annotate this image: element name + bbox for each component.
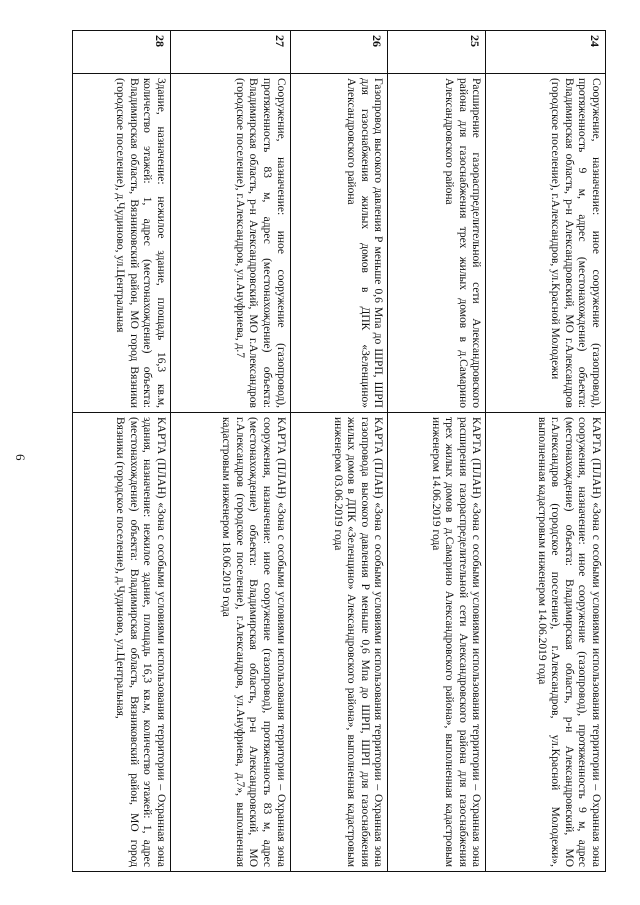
- object-description: Газопровод высокого давления Р меньше 0,6 Мпа до ШРП, ШРП для газоснабжения жилых домов в ДПК «Зеленцино» Александровского района: [290, 74, 388, 413]
- map-plan-reference: КАРТА (ПЛАН) «Зона с особыми условиями использования территории – Охранная зона газопровода высокого давления Р меньше 0,6 Мпа до ШРП, ШРП для газоснабжения жилых домов в ДПК «Зеленцино» Александровского района», выполненная кадастровым инженером 03.06.2019 года: [290, 413, 388, 872]
- object-description: Расширение газораспределительной сети Александровского района для газоснабжения трех жилых домов в д.Самарино Александровского района: [388, 74, 486, 413]
- row-number: 25: [388, 31, 486, 74]
- object-description: Здание, назначение: нежилое здание, площадь 16,3 кв.м, количество этажей: 1, адрес (местонахождение) объекта: Владимирская область, Вязниковский район, МО город Вязники (городское поселение), д.Чудиново, ул.Центральная: [73, 74, 171, 413]
- object-description: Сооружение, назначение: иное сооружение (газопровод), протяженность 83 м, адрес (местонахождение) объекта: Владимирская область, р-н Александровский, МО г.Александров (городское поселение), г.Александров, ул.Ануфриева, д.7: [170, 74, 290, 413]
- map-plan-reference: КАРТА (ПЛАН) «Зона с особыми условиями использования территории – Охранная зона сооружения, назначение: иное сооружение (газопровод), протяженность 83 м, адрес (местонахождение) объекта: Владимирская область, р-н Александровский, МО г.Александров (городское поселение), г.Александров, ул.Ануфриева, д.7», выполненная кадастровым инженером 18.06.2019 года: [170, 413, 290, 872]
- row-number: 24: [486, 31, 606, 74]
- table-row: [170, 31, 290, 872]
- table-row: [486, 31, 606, 872]
- map-plan-reference: КАРТА (ПЛАН) «Зона с особыми условиями использования территории – Охранная зона здания, назначение: нежилое здание, площадь 16,3 кв.м, количество этажей: 1, адрес (местонахождение) объекта: Владимирская область, Вязниковский район, МО город Вязники (городское поселение), д.Чудиново, ул.Центральная,: [73, 413, 171, 872]
- row-number: 27: [170, 31, 290, 74]
- table-row: [388, 31, 486, 872]
- row-number: 26: [290, 31, 388, 74]
- table-row: [290, 31, 388, 872]
- map-plan-reference: КАРТА (ПЛАН) «Зона с особыми условиями использования территории – Охранная зона сооружения, назначение: иное сооружение (газопровод), протяженность 9 м, адрес (местонахождение) объекта: Владимирская область, р-н Александровский, МО г.Александров (городское поселение), г.Александров, ул.Красной Молодежи», выполненная кадастровым инженером 14.06.2019 года: [486, 413, 606, 872]
- zones-table: [72, 30, 606, 872]
- map-plan-reference: КАРТА (ПЛАН) «Зона с особыми условиями использования территории – Охранная зона расширения газораспределительной сети Александровского района для газоснабжения трех жилых домов в д.Самарино Александровского района», выполненная кадастровым инженером 14.06.2019 года: [388, 413, 486, 872]
- table-row: [73, 31, 171, 872]
- page-number: 6: [13, 454, 28, 461]
- object-description: Сооружение, назначение: иное сооружение (газопровод), протяженность 9 м, адрес (местонахождение) объекта: Владимирская область, р-н Александровский, МО г.Александров (городское поселение), г.Александров, ул.Красной Молодежи: [486, 74, 606, 413]
- rotated-page-content: [72, 30, 606, 872]
- row-number: 28: [73, 31, 171, 74]
